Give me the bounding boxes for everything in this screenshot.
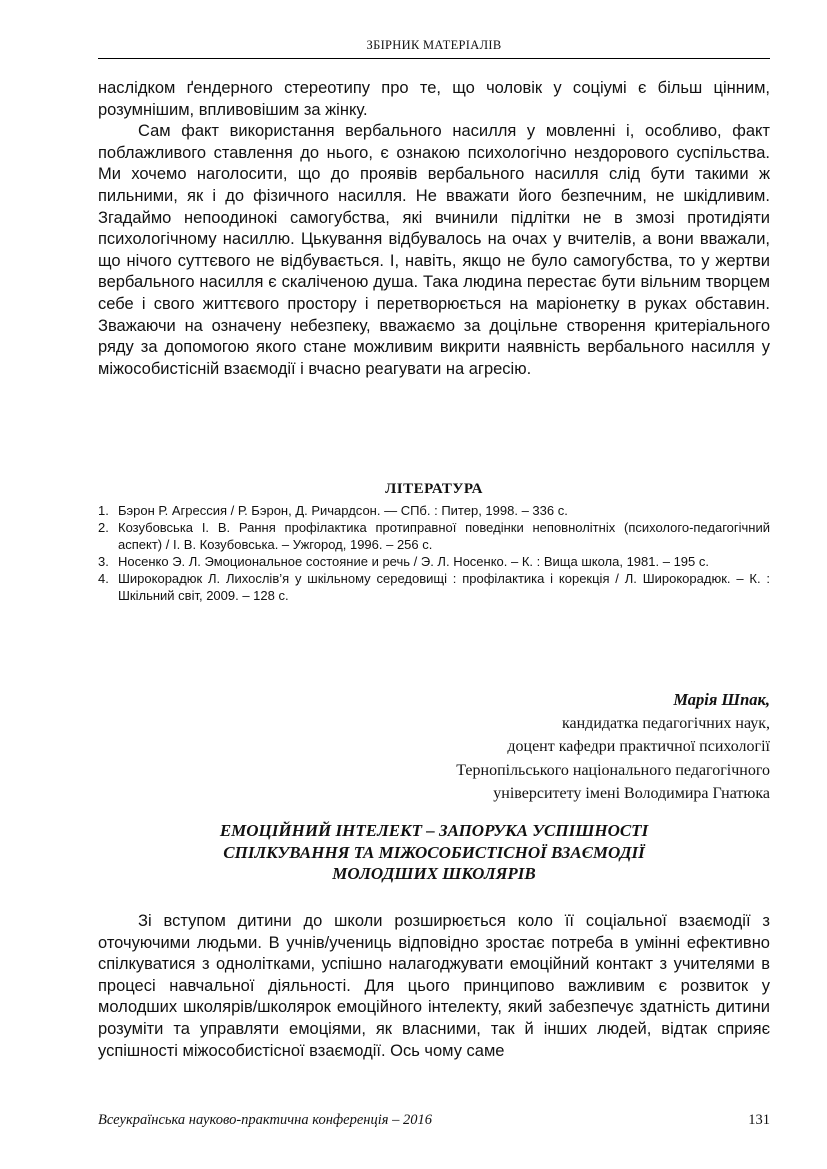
article-title xyxy=(98,820,770,885)
reference-text: Козубовська І. В. Рання профілактика протиправної поведінки неповнолітніх (психолого-педагогічний аспект) / І. В. Козубовська. – Ужгород, 1996. – 256 с. xyxy=(118,520,770,552)
page-number: 131 xyxy=(748,1112,770,1128)
author-affiliation-line: Тернопільського національного педагогічного xyxy=(456,761,770,779)
header-divider xyxy=(98,58,770,59)
author-affiliation-line: доцент кафедри практичної психології xyxy=(507,738,770,755)
article-title-line: СПІЛКУВАННЯ ТА МІЖОСОБИСТІСНОЇ ВЗАЄМОДІЇ xyxy=(223,842,645,862)
article-body xyxy=(98,911,770,1062)
reference-number: 2. xyxy=(98,520,109,535)
reference-number: 3. xyxy=(98,554,109,569)
author-name: Марія Шпак, xyxy=(673,690,770,709)
author-affiliation-line: університету імені Володимира Гнатюка xyxy=(493,785,770,802)
author-block xyxy=(456,688,770,806)
article-title-line: ЕМОЦІЙНИЙ ІНТЕЛЕКТ – ЗАПОРУКА УСПІШНОСТІ xyxy=(219,821,649,840)
running-header: ЗБІРНИК МАТЕРІАЛІВ xyxy=(366,38,502,52)
reference-text: Носенко Э. Л. Эмоциональное состояние и речь / Э. Л. Носенко. – К. : Вища школа, 1981. – 195 с. xyxy=(118,554,709,569)
author-affiliation-line: кандидатка педагогічних наук, xyxy=(561,714,770,732)
reference-item xyxy=(98,553,770,570)
body-paragraph: наслідком ґендерного стереотипу про те, що чоловік у соціумі є більш цінним, розумнішим, впливовішим за жінку. xyxy=(98,79,770,119)
reference-item xyxy=(98,570,770,604)
references-list xyxy=(98,502,770,604)
body-paragraph: Зі вступом дитини до школи розширюється коло її соціальної взаємодії з оточуючими людьми. В учнів/учениць відповідно зростає потреба в умінні ефективно спілкуватися з однолітками, успішно налагоджувати емоційний контакт з учителями в процесі навчальної діяльності. Для цього принципово важливим є розвиток у молодших школярів/школярок емоційного інтелекту, який забезпечує здатність дитини розуміти та управляти емоціями, як власними, так й інших людей, відтак сприяє успішності міжособистісної взаємодії. Ось чому саме xyxy=(98,912,770,1060)
reference-item xyxy=(98,502,770,519)
article-title-line: МОЛОДШИХ ШКОЛЯРІВ xyxy=(332,864,536,883)
reference-item xyxy=(98,519,770,553)
reference-text: Широкорадюк Л. Лихослів’я у шкільному середовищі : профілактика і корекція / Л. Широкорадюк. – К. : Шкільний світ, 2009. – 128 с. xyxy=(118,571,770,603)
references-title: ЛІТЕРАТУРА xyxy=(385,481,483,497)
reference-number: 1. xyxy=(98,503,109,518)
reference-number: 4. xyxy=(98,571,109,586)
section-body xyxy=(98,78,770,380)
body-paragraph: Сам факт використання вербального насилля у мовленні і, особливо, факт поблажливого ставлення до нього, є ознакою психологічно нездорового суспільства. Ми хочемо наголосити, що до проявів вербального насилля слід бути такими ж пильними, як і до фізичного насилля. Не вважати його безпечним, не шкідливим. Згадаймо непоодинокі самогубства, які вчинили підлітки не в змозі протидіяти психологічному насиллю. Цькування відбувалось на очах у вчителів, а вони вважали, що нічого суттєвого не відбувається. І, навіть, якщо не було самогубства, то у жертви вербального насилля є скаліченою душа. Така людина перестає бути вільним творцем себе і свого життєвого простору і перетворюється на маріонетку в руках обставин. Зважаючи на означену небезпеку, вважаємо за доцільне створення критеріального ряду за допомогою якого стане можливим викрити наявність вербального насилля у міжособистісній взаємодії і вчасно реагувати на агресію. xyxy=(98,122,770,378)
footer-conference: Всеукраїнська науково-практична конференція – 2016 xyxy=(98,1112,433,1128)
reference-text: Бэрон Р. Агрессия / Р. Бэрон, Д. Ричардсон. — СПб. : Питер, 1998. – 336 с. xyxy=(118,503,568,518)
